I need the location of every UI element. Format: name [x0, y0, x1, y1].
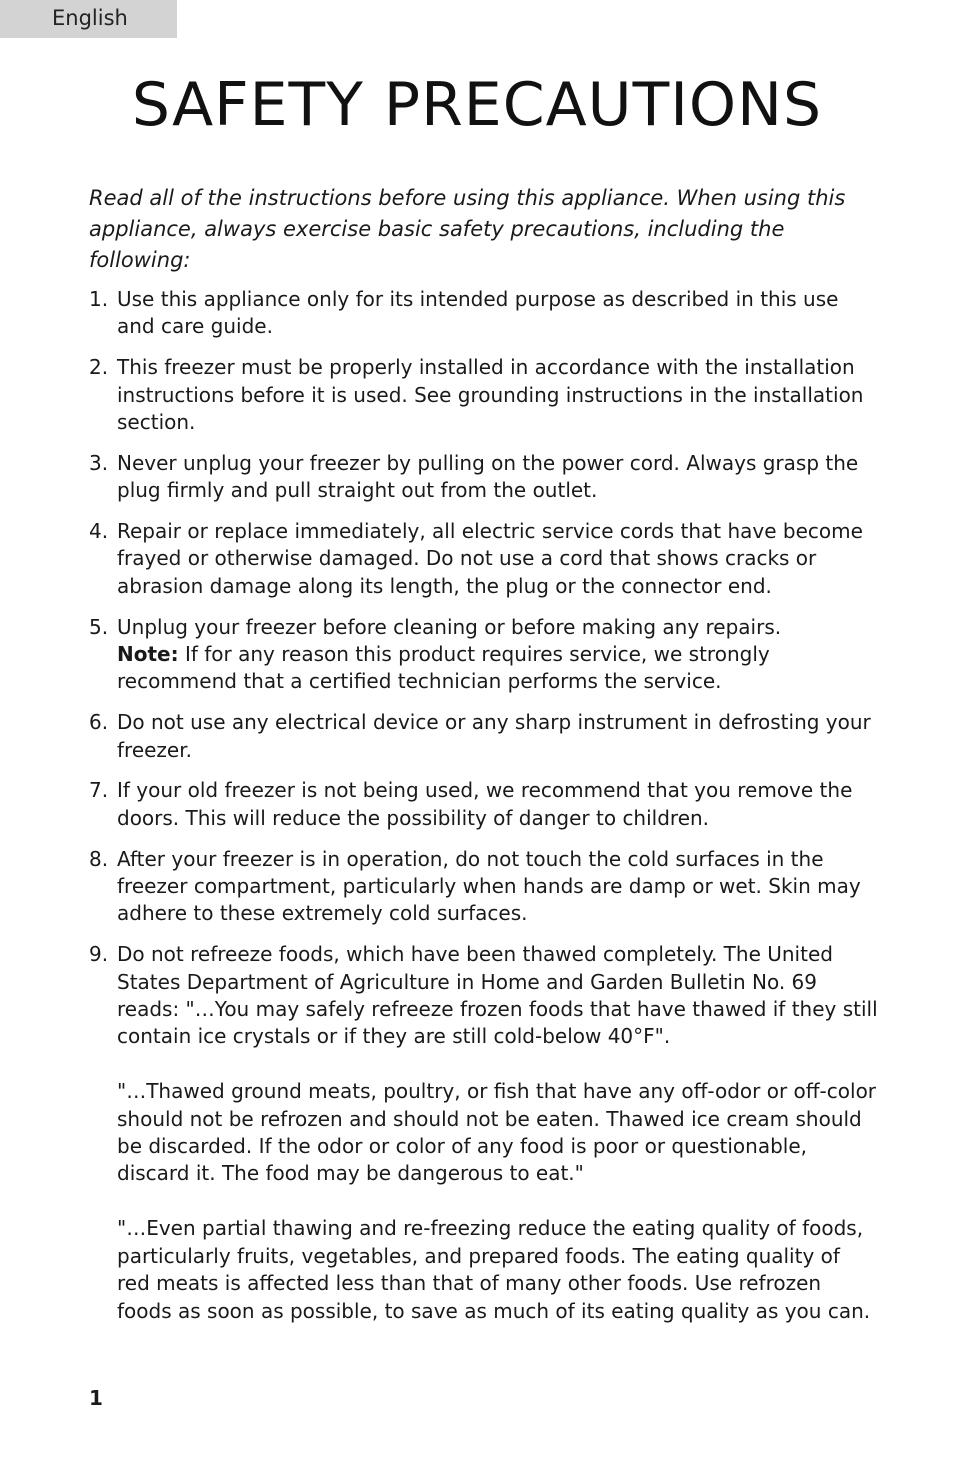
item-number: 1.: [89, 287, 109, 311]
item-number: 6.: [89, 710, 109, 735]
item-number: 3.: [89, 450, 109, 475]
item-number: 7.: [89, 778, 109, 803]
item-text-block: [117, 941, 879, 1325]
list-item-6: [89, 709, 879, 764]
page-title: SAFETY PRECAUTIONS: [131, 70, 823, 140]
list-item-1: [89, 286, 879, 341]
intro-paragraph: Read all of the instructions before using this appliance. When using this appliance, always exercise basic safety precautions, including the following:: [89, 186, 846, 272]
list-item-5: [89, 614, 879, 696]
list-item-4: [89, 518, 879, 600]
list-item-2: [89, 354, 879, 436]
list-item-8: [89, 846, 879, 928]
item-text: Do not refreeze foods, which have been thawed completely. The United States Department of Agriculture in Home and Garden Bulletin No. 69 reads: "…You may safely refreeze frozen foods that have thawed if they still contain ice crystals or if they are still cold-below 40°F".: [117, 942, 878, 1049]
item-number: 5.: [89, 614, 109, 639]
item-number: 9.: [89, 942, 109, 967]
item-number: 4.: [89, 519, 109, 544]
item-number: 8.: [89, 846, 109, 871]
note-label: Note:: [117, 642, 179, 667]
list-item-9: [89, 941, 879, 1325]
list-item-7: [89, 777, 879, 832]
item-text: This freezer must be properly installed in accordance with the installation instructions before it is used. See grounding instructions in the installation section.: [117, 355, 864, 435]
item-text: Use this appliance only for its intended purpose as described in this use and care guide.: [117, 287, 839, 339]
note-text: If for any reason this product requires service, we strongly recommend that a certified technician performs the service.: [117, 642, 770, 694]
item-text: Unplug your freezer before cleaning or before making any repairs.: [117, 614, 782, 639]
item-text: Repair or replace immediately, all electric service cords that have become frayed or otherwise damaged. Do not use a cord that shows cracks or abrasion damage along its length, the plug or the connector end.: [117, 519, 863, 598]
item-text-block: [117, 614, 879, 696]
item-text: Do not use any electrical device or any sharp instrument in defrosting your freezer.: [117, 710, 871, 762]
language-tab: English: [0, 0, 177, 38]
page-number: 1: [89, 1386, 103, 1410]
quote-paragraph-3: "…Even partial thawing and re-freezing reduce the eating quality of foods, particularly fruits, vegetables, and prepared foods. The eating quality of red meats is affected less than that of many other foods. Use refrozen foods as soon as possible, to save as much of its eating quality as you can.: [117, 1216, 871, 1323]
item-text: If your old freezer is not being used, we recommend that you remove the doors. This will reduce the possibility of danger to children.: [117, 778, 853, 830]
quote-paragraph-2: "…Thawed ground meats, poultry, or fish that have any off-odor or off-color should not be refrozen and should not be eaten. Thawed ice cream should be discarded. If the odor or color of any food is poor or questionable, discard it. The food may be dangerous to eat.": [117, 1079, 877, 1186]
item-number: 2.: [89, 355, 109, 380]
item-text: After your freezer is in operation, do not touch the cold surfaces in the freezer compartment, particularly when hands are damp or wet. Skin may adhere to these extremely cold surfaces.: [117, 846, 861, 926]
safety-list: [89, 286, 879, 1338]
item-text: Never unplug your freezer by pulling on the power cord. Always grasp the plug firmly and pull straight out from the outlet.: [117, 450, 859, 503]
list-item-3: [89, 450, 879, 505]
